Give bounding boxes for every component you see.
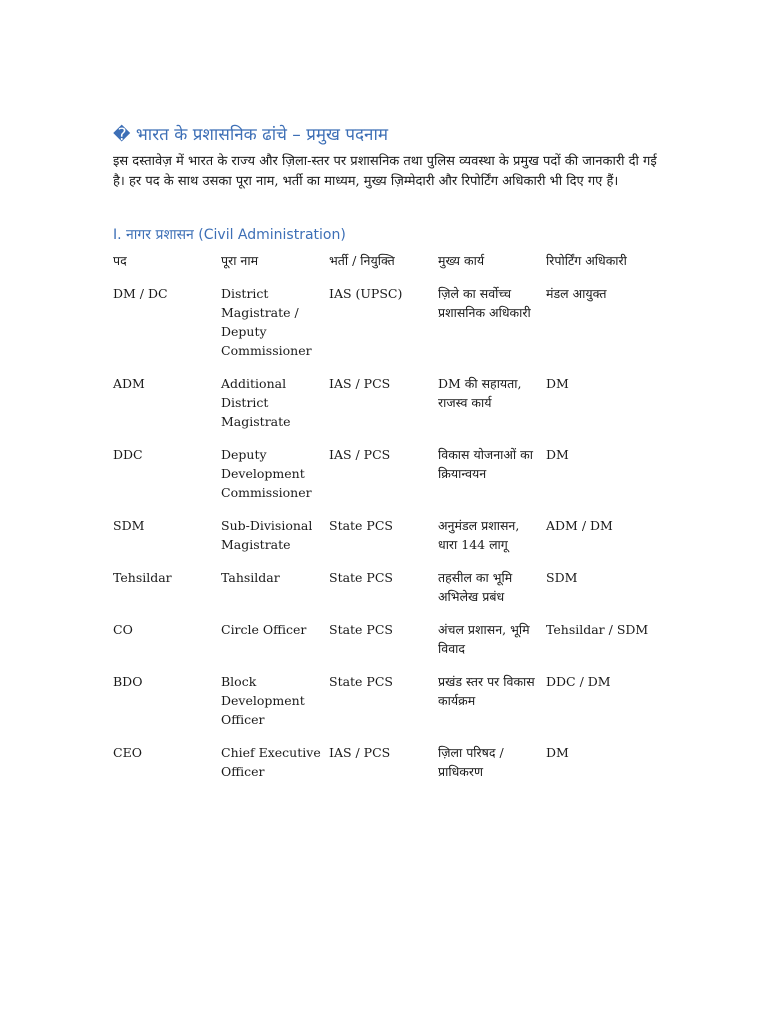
cell-role: विकास योजनाओं का क्रियान्वयन <box>438 447 533 481</box>
table-row <box>113 284 653 374</box>
civil-administration-table <box>113 251 653 795</box>
document-page <box>113 124 658 795</box>
cell-post: DM / DC <box>113 286 168 301</box>
cell-role: DM की सहायता, राजस्व कार्य <box>438 376 522 410</box>
table-header-row <box>113 251 653 284</box>
table-row <box>113 672 653 743</box>
cell-recruitment: IAS / PCS <box>329 376 391 391</box>
intro-paragraph: इस दस्तावेज़ में भारत के राज्य और ज़िला-स्तर पर प्रशासनिक तथा पुलिस व्यवस्था के प्रमुख पदों की जानकारी दी गई है। हर पद के साथ उसका पूरा नाम, भर्ती का माध्यम, मुख्य ज़िम्मेदारी और रिपोर्टिंग अधिकारी भी दिए गए हैं। <box>113 154 657 189</box>
cell-recruitment: IAS / PCS <box>329 447 391 462</box>
cell-post: DDC <box>113 447 143 462</box>
table-row <box>113 568 653 620</box>
cell-recruitment: State PCS <box>329 570 393 585</box>
cell-full-name: Block Development Officer <box>221 674 305 727</box>
cell-recruitment: IAS (UPSC) <box>329 286 403 301</box>
table-row <box>113 445 653 516</box>
cell-recruitment: State PCS <box>329 622 393 637</box>
table-row <box>113 374 653 445</box>
cell-role: ज़िला परिषद / प्राधिकरण <box>438 745 504 779</box>
cell-post: SDM <box>113 518 145 533</box>
cell-role: प्रखंड स्तर पर विकास कार्यक्रम <box>438 674 535 708</box>
section-heading-prefix: I. नागर प्रशासन <box>113 227 199 243</box>
cell-full-name: Tahsildar <box>221 570 280 585</box>
cell-recruitment: IAS / PCS <box>329 745 391 760</box>
cell-reports-to: SDM <box>546 570 578 585</box>
document-title: � भारत के प्रशासनिक ढांचे – प्रमुख पदनाम <box>113 125 389 145</box>
cell-post: Tehsildar <box>113 570 172 585</box>
cell-reports-to: DM <box>546 376 569 391</box>
cell-reports-to: DDC / DM <box>546 674 611 689</box>
column-header-role: मुख्य कार्य <box>438 253 485 268</box>
section-heading-english: (Civil Administration) <box>198 227 346 243</box>
cell-recruitment: State PCS <box>329 674 393 689</box>
cell-full-name: Additional District Magistrate <box>221 376 291 429</box>
cell-full-name: District Magistrate / Deputy Commissioner <box>221 286 312 358</box>
table-row <box>113 743 653 795</box>
cell-reports-to: ADM / DM <box>546 518 613 533</box>
cell-post: CEO <box>113 745 142 760</box>
section-heading-civil-administration <box>113 225 658 245</box>
column-header-full-name: पूरा नाम <box>221 253 259 268</box>
column-header-post: पद <box>113 253 127 268</box>
cell-role: अंचल प्रशासन, भूमि विवाद <box>438 622 530 656</box>
cell-full-name: Circle Officer <box>221 622 307 637</box>
table-row <box>113 620 653 672</box>
cell-full-name: Sub-Divisional Magistrate <box>221 518 313 552</box>
cell-reports-to: DM <box>546 447 569 462</box>
cell-role: ज़िले का सर्वोच्च प्रशासनिक अधिकारी <box>438 286 531 320</box>
column-header-reports-to: रिपोर्टिंग अधिकारी <box>546 253 627 268</box>
cell-reports-to: DM <box>546 745 569 760</box>
cell-role: अनुमंडल प्रशासन, धारा 144 लागू <box>438 518 520 552</box>
cell-full-name: Deputy Development Commissioner <box>221 447 312 500</box>
cell-reports-to: Tehsildar / SDM <box>546 622 649 637</box>
column-header-recruitment: भर्ती / नियुक्ति <box>329 253 395 268</box>
cell-role: तहसील का भूमि अभिलेख प्रबंध <box>438 570 513 604</box>
cell-full-name: Chief Executive Officer <box>221 745 321 779</box>
cell-reports-to: मंडल आयुक्त <box>546 286 607 301</box>
cell-post: CO <box>113 622 133 637</box>
cell-post: ADM <box>113 376 145 391</box>
cell-recruitment: State PCS <box>329 518 393 533</box>
cell-post: BDO <box>113 674 143 689</box>
table-row <box>113 516 653 568</box>
